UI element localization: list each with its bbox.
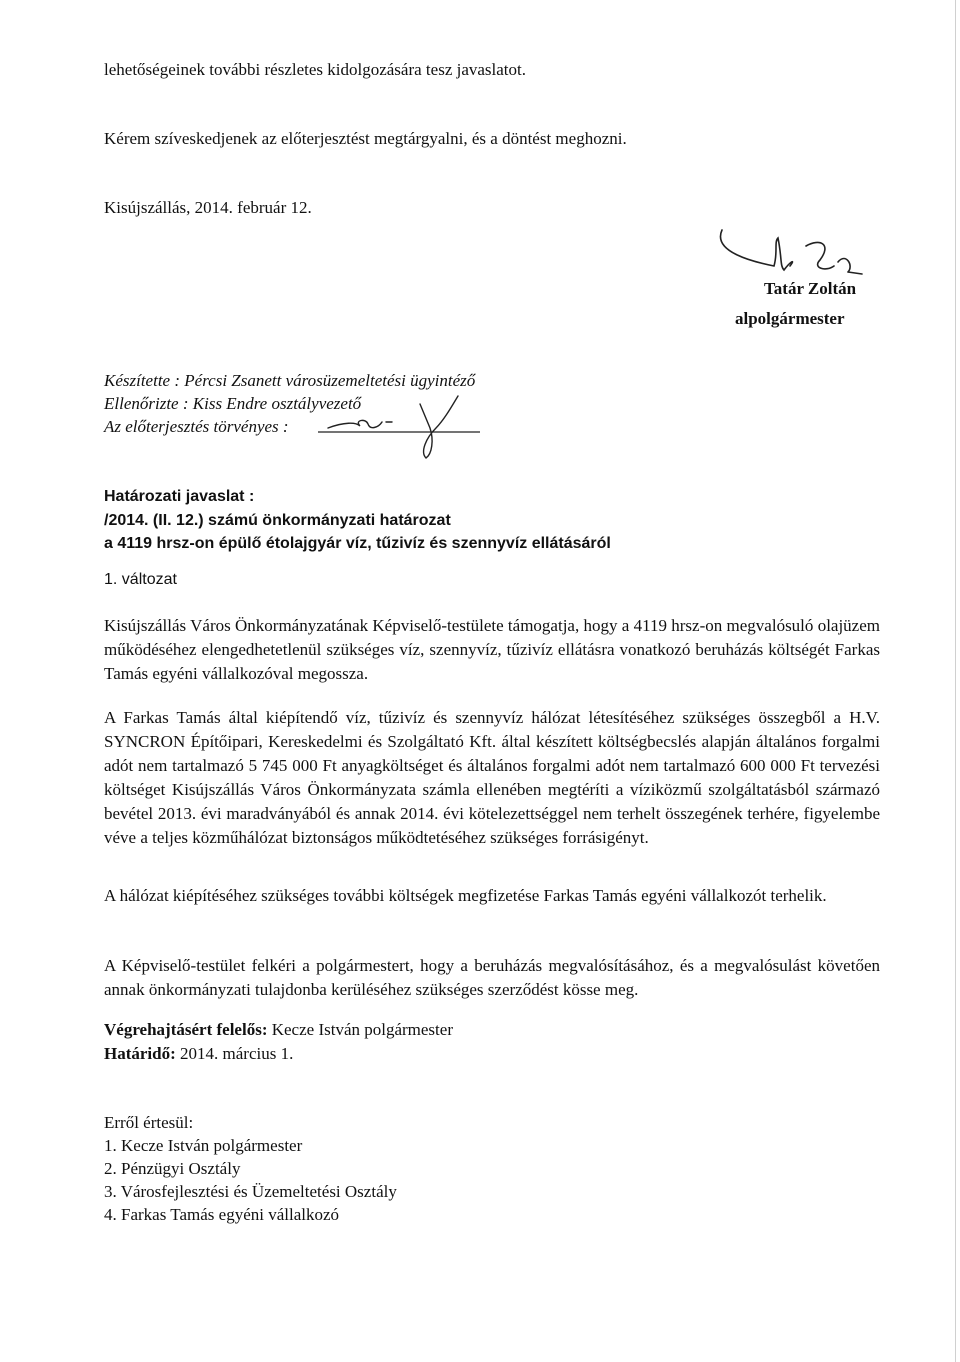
responsible-value: Kecze István polgármester: [267, 1020, 453, 1039]
notify-item-1: 1. Kecze István polgármester: [104, 1136, 303, 1155]
checked-by: Ellenőrizte : Kiss Endre osztályvezető: [104, 394, 362, 413]
responsible-label: Végrehajtásért felelős:: [104, 1020, 268, 1039]
signature-tatar: [716, 222, 876, 282]
notify-title: Erről értesül:: [104, 1113, 194, 1132]
deadline-label: Határidő:: [104, 1044, 176, 1063]
prepared-by: Készítette : Pércsi Zsanett városüzemeltetési ügyintéző: [104, 371, 476, 390]
resolution-paragraph-1: Kisújszállás Város Önkormányzatának Képviselő-testülete támogatja, hogy a 4119 hrsz-on megvalósuló olajüzem működéséhez elengedhetetlenül szükséges víz, szennyvíz, tűzivíz ellátásra vonatkozó beruházás költségét Farkas Tamás egyéni vállalkozóval megossza.: [104, 616, 880, 683]
notify-item-2: 2. Pénzügyi Osztály: [104, 1159, 241, 1178]
notify-item-3: 3. Városfejlesztési és Üzemeltetési Osztály: [104, 1182, 397, 1201]
notify-item-4: 4. Farkas Tamás egyéni vállalkozó: [104, 1205, 340, 1224]
resolution-paragraph-4: A Képviselő-testület felkéri a polgármestert, hogy a beruházás megvalósításához, és a megvalósulást követően annak önkormányzati tulajdonba kerüléséhez szükséges szerződést kösse meg.: [104, 956, 880, 999]
resolution-subject: a 4119 hrsz-on épülő étolajgyár víz, tűzivíz és szennyvíz ellátásáról: [104, 535, 611, 552]
signatory-title: alpolgármester: [735, 309, 845, 328]
resolution-number: /2014. (II. 12.) számú önkormányzati határozat: [104, 512, 451, 529]
deadline-line: [104, 1042, 880, 1066]
resolution-paragraph-2: A Farkas Tamás által kiépítendő víz, tűzivíz és szennyvíz hálózat létesítéséhez szükséges összegből a H.V. SYNCRON Építőipari, Kereskedelmi és Szolgáltató Kft. által készített költségbecslés alapján általános forgalmi adót nem tartalmazó 5 745 000 Ft anyagköltséget és általános forgalmi adót nem tartalmazó 600 000 Ft tervezési költséget Kisújszállás Város Önkormányzata számla ellenében megtéríti a víziközmű szolgáltatásból származó bevétel 2013. évi maradványából és annak 2014. évi kötelezettséggel nem terhelt összegének terhére, figyelembe véve a teljes közműhálózat biztonságos működtetéséhez szükséges forrásigényt.: [104, 708, 880, 847]
intro-line-1: lehetőségeinek további részletes kidolgozására tesz javaslatot.: [104, 60, 527, 79]
resolution-paragraph-3: A hálózat kiépítéséhez szükséges további költségek megfizetése Farkas Tamás egyéni vállalkozót terhelik.: [104, 886, 827, 905]
legal-check-initials: [310, 392, 490, 462]
deadline-value: 2014. március 1.: [175, 1044, 294, 1063]
legal-check: Az előterjesztés törvényes :: [104, 417, 289, 436]
responsible-line: [104, 1018, 880, 1042]
resolution-variant: 1. változat: [104, 571, 177, 588]
scan-edge-line: [955, 0, 956, 1362]
resolution-label: Határozati javaslat :: [104, 488, 255, 505]
signatory-name: Tatár Zoltán: [764, 279, 857, 298]
intro-line-2: Kérem szíveskedjenek az előterjesztést megtárgyalni, és a döntést meghozni.: [104, 129, 627, 148]
place-date: Kisújszállás, 2014. február 12.: [104, 198, 312, 217]
